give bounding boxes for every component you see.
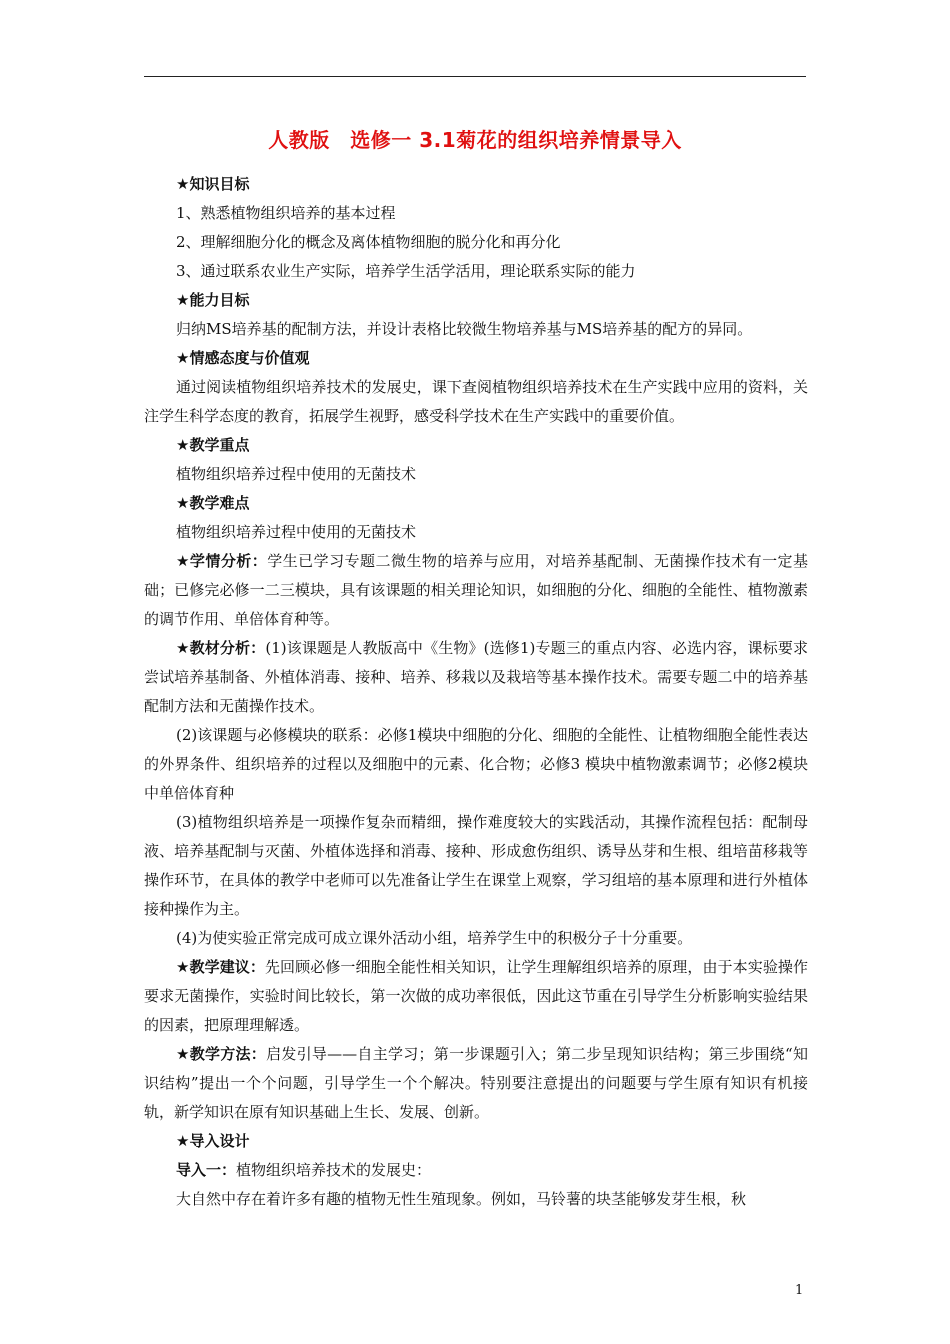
- learner-label: ★学情分析：: [176, 552, 268, 570]
- key-points-text: 植物组织培养过程中使用的无菌技术: [176, 465, 417, 483]
- knowledge-item-1: 1、熟悉植物组织培养的基本过程: [176, 204, 396, 222]
- textbook-text-4: (4)为使实验正常完成可成立课外活动小组，培养学生中的积极分子十分重要。: [176, 929, 693, 947]
- ability-text: 归纳MS培养基的配制方法，并设计表格比较微生物培养基与MS培养基的配方的异同。: [176, 320, 753, 338]
- method-text: 启发引导——自主学习；第一步课题引入；第二步呈现知识结构；第三步围绕“知识结构”提出一个个问题，引导学生一个个解决。特别要注意提出的问题要与学生原有知识有机接轨，新学知识在原有知识基础上生长、发展、创新。: [144, 1045, 808, 1121]
- page-number: 1: [795, 1283, 804, 1298]
- textbook-analysis: [144, 634, 808, 721]
- suggestion-text: 先回顾必修一细胞全能性相关知识，让学生理解组织培养的原理，由于本实验操作要求无菌操作，实验时间比较长，第一次做的成功率很低，因此这节重在引导学生分析影响实验结果的因素，把原理理解透。: [144, 958, 808, 1034]
- teaching-suggestion: [144, 953, 808, 1040]
- learner-text: 学生已学习专题二微生物的培养与应用，对培养基配制、无菌操作技术有一定基础；已修完必修一二三模块，具有该课题的相关理论知识，如细胞的分化、细胞的全能性、植物激素的调节作用、单倍体育种等。: [144, 552, 808, 628]
- knowledge-heading: ★知识目标: [176, 175, 250, 193]
- textbook-text-3: (3)植物组织培养是一项操作复杂而精细，操作难度较大的实践活动，其操作流程包括：配制母液、培养基配制与灭菌、外植体选择和消毒、接种、形成愈伤组织、诱导丛芽和生根、组培苗移栽等操作环节，在具体的教学中老师可以先准备让学生在课堂上观察，学习组培的基本原理和进行外植体接种操作为主。: [144, 813, 808, 918]
- knowledge-item-2: 2、理解细胞分化的概念及离体植物细胞的脱分化和再分化: [176, 233, 561, 251]
- header-rule: [144, 76, 806, 77]
- teaching-method: [144, 1040, 808, 1127]
- learner-analysis: [144, 547, 808, 634]
- ability-heading: ★能力目标: [176, 291, 250, 309]
- difficulty-heading: ★教学难点: [176, 494, 250, 512]
- difficulty-text: 植物组织培养过程中使用的无菌技术: [176, 523, 417, 541]
- suggestion-label: ★教学建议：: [176, 958, 265, 976]
- key-points-heading: ★教学重点: [176, 436, 250, 454]
- intro-1-label: 导入一：: [176, 1161, 237, 1179]
- emotion-heading: ★情感态度与价值观: [176, 349, 310, 367]
- document-title: 人教版 选修一 3.1菊花的组织培养情景导入: [268, 128, 682, 152]
- textbook-label: ★教材分析：: [176, 639, 266, 657]
- intro-1-body: 大自然中存在着许多有趣的植物无性生殖现象。例如，马铃薯的块茎能够发芽生根，秋: [176, 1190, 747, 1208]
- document-body: [144, 170, 808, 1214]
- method-label: ★教学方法：: [176, 1045, 267, 1063]
- intro-1-text: 植物组织培养技术的发展史：: [236, 1161, 432, 1179]
- knowledge-item-3: 3、通过联系农业生产实际，培养学生活学活用，理论联系实际的能力: [176, 262, 636, 280]
- textbook-text-1: (1)该课题是人教版高中《生物》(选修1)专题三的重点内容、必选内容，课标要求尝试培养基制备、外植体消毒、接种、培养、移栽以及栽培等基本操作技术。需要专题二中的培养基配制方法和无菌操作技术。: [144, 639, 809, 715]
- emotion-text: 通过阅读植物组织培养技术的发展史，课下查阅植物组织培养技术在生产实践中应用的资料，关注学生科学态度的教育，拓展学生视野，感受科学技术在生产实践中的重要价值。: [144, 378, 808, 425]
- intro-design-heading: ★导入设计: [176, 1132, 250, 1150]
- textbook-text-2: (2)该课题与必修模块的联系：必修1模块中细胞的分化、细胞的全能性、让植物细胞全能性表达的外界条件、组织培养的过程以及细胞中的元素、化合物；必修3 模块中植物激素调节；必修2模块中单倍体育种: [144, 726, 808, 802]
- intro-1: [144, 1156, 808, 1185]
